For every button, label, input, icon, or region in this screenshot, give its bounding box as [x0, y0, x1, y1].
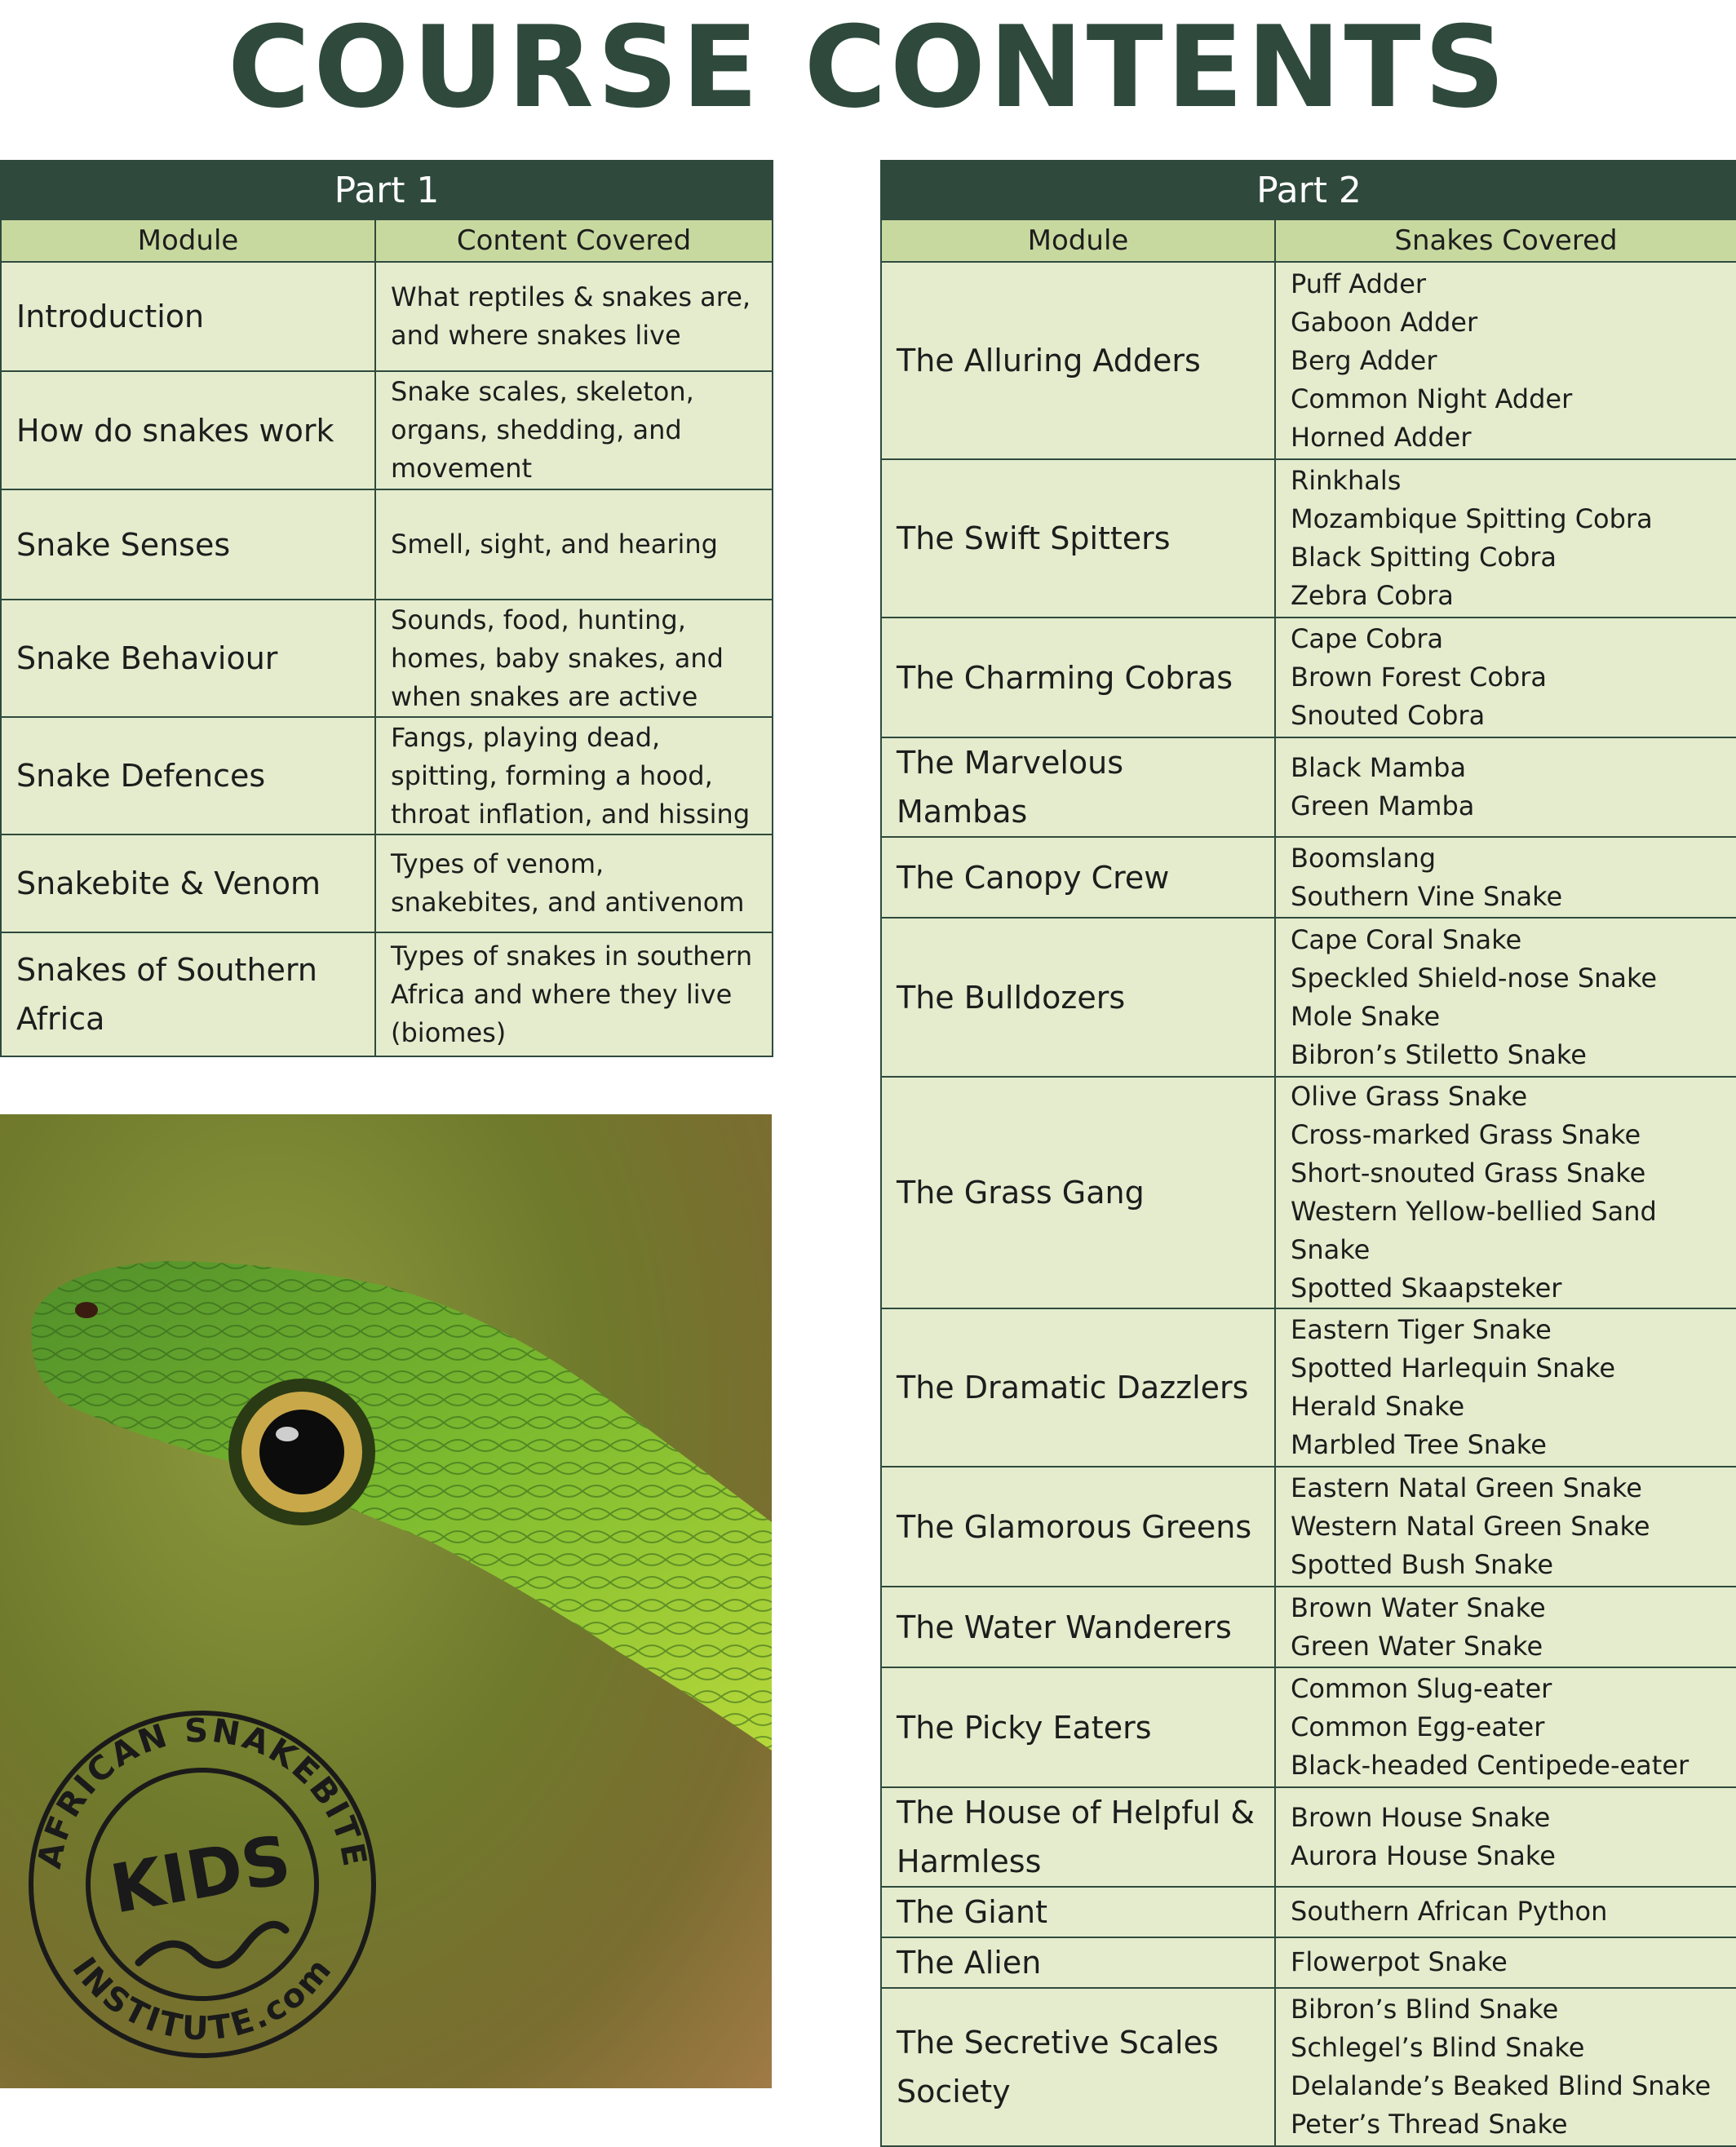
module-name: The Alien [881, 1937, 1275, 1988]
part2-row [881, 618, 1736, 737]
part1-row [1, 834, 773, 932]
part2-row [881, 1467, 1736, 1587]
part2-row [881, 737, 1736, 837]
part2-row [881, 918, 1736, 1076]
module-name: Snake Senses [1, 489, 375, 600]
part2-heading: Part 2 [881, 161, 1736, 219]
snake-name: Berg Adder [1291, 344, 1437, 376]
snakes-covered [1275, 1467, 1736, 1587]
snake-name: Common Night Adder [1291, 383, 1573, 414]
module-name: Snakes of Southern Africa [1, 932, 375, 1056]
snake-name: Aurora House Snake [1291, 1839, 1556, 1871]
part1-row [1, 371, 773, 489]
module-name: Snake Defences [1, 717, 375, 834]
snake-name: Brown House Snake [1291, 1801, 1551, 1833]
module-name: The Dramatic Dazzlers [881, 1308, 1275, 1467]
snake-name: Snouted Cobra [1291, 700, 1486, 732]
snake-name: Mole Snake [1291, 1000, 1441, 1032]
snake-name: Western Natal Green Snake [1291, 1511, 1650, 1543]
snake-name: Brown Water Snake [1291, 1591, 1546, 1623]
snake-name: Speckled Shield-nose Snake [1291, 962, 1658, 994]
snake-name: Common Egg-eater [1291, 1711, 1545, 1743]
part2-row [881, 1077, 1736, 1308]
snake-name: Marbled Tree Snake [1291, 1428, 1547, 1460]
logo-bottom-text: INSTITUTE.com [64, 1950, 340, 2048]
snakes-covered [1275, 737, 1736, 837]
part2-row [881, 1667, 1736, 1787]
snakes-covered [1275, 459, 1736, 618]
snake-name: Flowerpot Snake [1291, 1946, 1508, 1978]
module-name: The House of Helpful & Harmless [881, 1787, 1275, 1887]
snakes-covered [1275, 618, 1736, 737]
part1-row [1, 717, 773, 834]
snake-name: Spotted Skaapsteker [1291, 1272, 1562, 1304]
content-covered: Fangs, playing dead, spitting, forming a hood, throat inflation, and hissing [375, 717, 773, 834]
content-covered: Smell, sight, and hearing [375, 489, 773, 600]
part2-row [881, 262, 1736, 459]
part1-table [0, 160, 773, 1057]
snake-name: Cape Coral Snake [1291, 923, 1522, 955]
page-title: COURSE CONTENTS [227, 2, 1509, 133]
snake-name: Black Spitting Cobra [1291, 542, 1557, 573]
part2-row [881, 1887, 1736, 1937]
part1-body [1, 262, 773, 1056]
snake-name: Western Yellow-bellied Sand Snake [1291, 1195, 1657, 1265]
snake-name: Brown Forest Cobra [1291, 662, 1547, 693]
snake-name: Short-snouted Grass Snake [1291, 1157, 1646, 1189]
snake-nostril [75, 1302, 98, 1318]
snakes-covered [1275, 1787, 1736, 1887]
snakes-covered [1275, 918, 1736, 1076]
snake-name: Eastern Tiger Snake [1291, 1313, 1552, 1345]
module-name: The Secretive Scales Society [881, 1988, 1275, 2146]
snakes-covered [1275, 1887, 1736, 1937]
snake-name: Southern African Python [1291, 1896, 1608, 1928]
snakes-covered [1275, 1308, 1736, 1467]
snake-name: Spotted Harlequin Snake [1291, 1352, 1616, 1383]
snake-name: Cape Cobra [1291, 623, 1444, 655]
eye-highlight [276, 1427, 299, 1441]
snakes-covered [1275, 1667, 1736, 1787]
institute-logo [31, 1712, 374, 2056]
module-name: The Giant [881, 1887, 1275, 1937]
part1-heading: Part 1 [1, 161, 773, 219]
snakes-covered [1275, 1988, 1736, 2146]
module-name: The Water Wanderers [881, 1587, 1275, 1667]
snake-name: Schlegel’s Blind Snake [1291, 2032, 1585, 2064]
module-name: The Grass Gang [881, 1077, 1275, 1308]
module-name: The Canopy Crew [881, 837, 1275, 918]
snake-name: Peter’s Thread Snake [1291, 2109, 1568, 2140]
snake-name: Gaboon Adder [1291, 306, 1478, 338]
part2-row [881, 1787, 1736, 1887]
snake-name: Horned Adder [1291, 421, 1472, 453]
part2-row [881, 459, 1736, 618]
part1-row [1, 262, 773, 371]
snake-photo [0, 1114, 772, 2088]
snake-name: Zebra Cobra [1291, 580, 1454, 612]
snake-name: Common Slug-eater [1291, 1673, 1552, 1705]
part2-snakes-header: Snakes Covered [1275, 219, 1736, 262]
snakes-covered [1275, 1587, 1736, 1667]
snake-name: Green Mamba [1291, 790, 1475, 822]
snake-name: Eastern Natal Green Snake [1291, 1472, 1642, 1504]
content-covered: Types of snakes in southern Africa and where they live (biomes) [375, 932, 773, 1056]
snake-name: Mozambique Spitting Cobra [1291, 503, 1653, 535]
snake-scales [32, 1261, 772, 1751]
content-covered: Types of venom, snakebites, and antivenom [375, 834, 773, 932]
module-name: The Picky Eaters [881, 1667, 1275, 1787]
logo-top-text: AFRICAN SNAKEBITE [30, 1711, 374, 1872]
part2-row [881, 1587, 1736, 1667]
module-name: The Swift Spitters [881, 459, 1275, 618]
snakes-covered [1275, 1077, 1736, 1308]
snake-name: Boomslang [1291, 842, 1437, 874]
snake-name: Olive Grass Snake [1291, 1080, 1528, 1112]
content-covered: Sounds, food, hunting, homes, baby snakes, and when snakes are active [375, 600, 773, 717]
snake-name: Bibron’s Blind Snake [1291, 1994, 1559, 2025]
content-covered: Snake scales, skeleton, organs, shedding, and movement [375, 371, 773, 489]
snake-illustration [0, 1114, 772, 2088]
module-name: The Charming Cobras [881, 618, 1275, 737]
part2-module-header: Module [881, 219, 1275, 262]
module-name: Introduction [1, 262, 375, 371]
content-covered: What reptiles & snakes are, and where snakes live [375, 262, 773, 371]
snake-name: Delalande’s Beaked Blind Snake [1291, 2070, 1712, 2102]
module-name: Snakebite & Venom [1, 834, 375, 932]
snake-name: Bibron’s Stiletto Snake [1291, 1038, 1587, 1070]
module-name: The Marvelous Mambas [881, 737, 1275, 837]
snakes-covered [1275, 837, 1736, 918]
module-name: The Glamorous Greens [881, 1467, 1275, 1587]
part2-row [881, 1308, 1736, 1467]
part2-row [881, 1988, 1736, 2146]
part1-module-header: Module [1, 219, 375, 262]
part2-body [881, 262, 1736, 2146]
module-name: The Bulldozers [881, 918, 1275, 1076]
snake-name: Spotted Bush Snake [1291, 1549, 1554, 1581]
module-name: How do snakes work [1, 371, 375, 489]
part1-row [1, 489, 773, 600]
module-name: The Alluring Adders [881, 262, 1275, 459]
part2-row [881, 1937, 1736, 1988]
snakes-covered [1275, 1937, 1736, 1988]
part2-table [880, 160, 1736, 2147]
snake-name: Black Mamba [1291, 752, 1467, 784]
snake-name: Cross-marked Grass Snake [1291, 1118, 1641, 1150]
part1-row [1, 932, 773, 1056]
snake-name: Rinkhals [1291, 465, 1402, 497]
snake-name: Puff Adder [1291, 268, 1427, 299]
part1-content-header: Content Covered [375, 219, 773, 262]
part2-row [881, 837, 1736, 918]
part1-row [1, 600, 773, 717]
snake-name: Black-headed Centipede-eater [1291, 1750, 1690, 1782]
snakes-covered [1275, 262, 1736, 459]
module-name: Snake Behaviour [1, 600, 375, 717]
snake-name: Southern Vine Snake [1291, 880, 1563, 912]
eye-pupil [259, 1410, 344, 1494]
logo-snake-icon [139, 1924, 286, 1965]
snake-name: Green Water Snake [1291, 1630, 1543, 1662]
logo-center-text: KIDS [104, 1821, 297, 1929]
snake-name: Herald Snake [1291, 1390, 1465, 1422]
